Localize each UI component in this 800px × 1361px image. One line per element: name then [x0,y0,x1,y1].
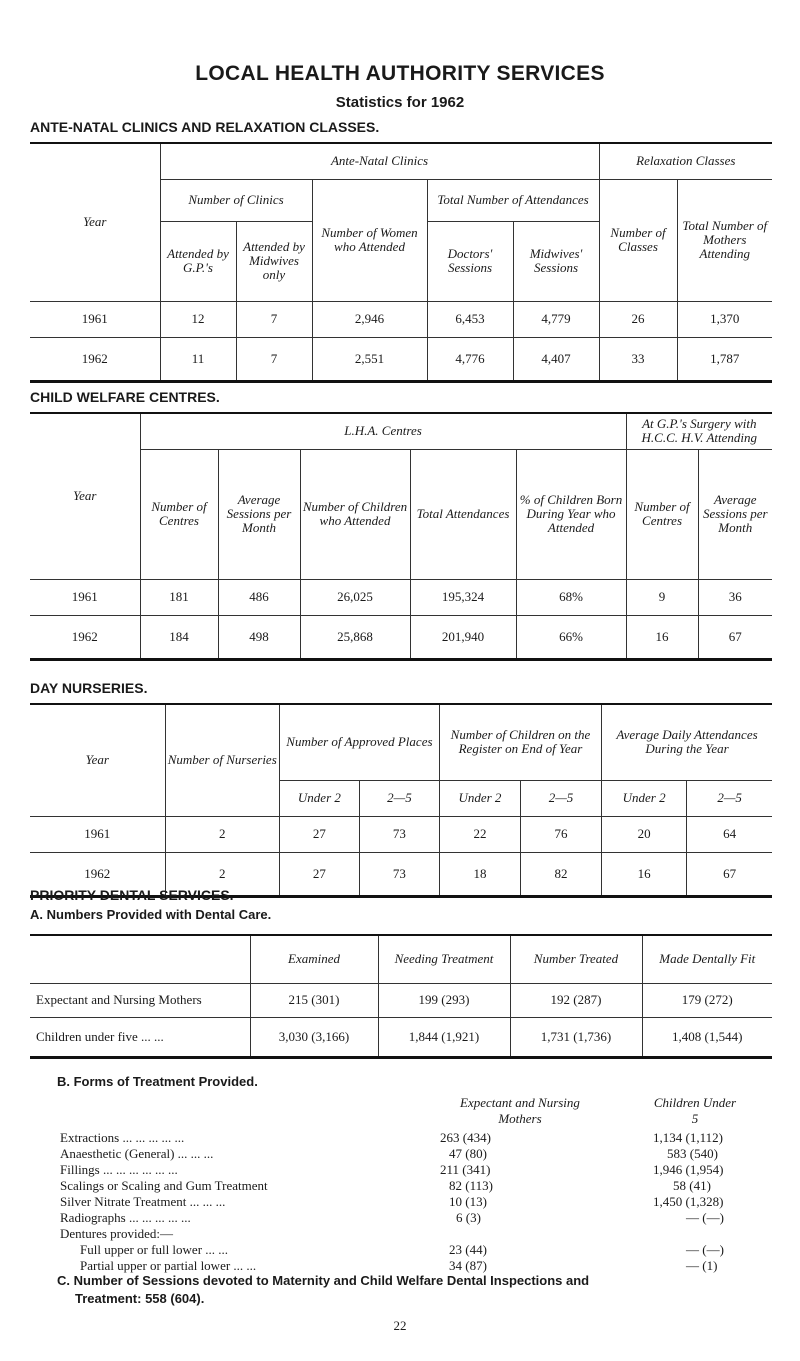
col-gp-centres: Number of Centres [626,449,698,579]
antenatal-section-title: ANTE-NATAL CLINICS AND RELAXATION CLASSES. [30,119,380,135]
b-col-mothers: Expectant and Nursing Mothers [460,1095,580,1126]
col-gp-sessions: Average Sessions per Month [698,449,772,579]
col-women-attended: Number of Women who Attended [312,179,427,301]
table-row: 1962 11 7 2,551 4,776 4,407 33 1,787 [30,337,772,381]
dental-care-table [30,934,772,1059]
child-welfare-table [30,412,772,661]
table-row: Children under five ... ... 3,030 (3,166) 1,844 (1,921) 1,731 (1,736) 1,408 (1,544) [30,1017,772,1057]
col-examined: Examined [250,935,378,983]
col-total-attendances: Total Attendances [410,449,516,579]
list-item: Partial upper or partial lower ... ... [80,1258,257,1273]
page-number: 22 [393,1318,407,1333]
col-attended-gp: Attended by G.P.'s [160,221,236,301]
col-average-sessions: Average Sessions per Month [218,449,300,579]
dental-subsection-b: B. Forms of Treatment Provided. [57,1074,258,1089]
col-total-mothers: Total Number of Mothers Attending [677,179,772,301]
col-attended-midwives: Attended by Midwives only [236,221,312,301]
table-row: 1961 2 27 73 22 76 20 64 [30,816,772,852]
list-item: Radiographs ... ... ... ... ... [60,1210,191,1225]
sub-under-2: Under 2 [439,780,520,816]
list-item: Anaesthetic (General) ... ... ... [60,1146,214,1161]
group-number-clinics: Number of Clinics [160,179,312,221]
day-nurseries-table [30,703,772,898]
dental-subsection-c: C. Number of Sessions devoted to Maternity and Child Welfare Dental Inspections and [57,1273,590,1288]
col-number-treated: Number Treated [510,935,642,983]
list-item: Scalings or Scaling and Gum Treatment [60,1178,268,1193]
sub-2-to-5: 2—5 [520,780,601,816]
col-number-nurseries: Number of Nurseries [165,704,279,816]
list-item: Full upper or full lower ... ... [80,1242,229,1257]
col-year: Year [30,704,165,816]
page-title: LOCAL HEALTH AUTHORITY SERVICES [195,62,605,85]
b-col-children: Children Under 5 [653,1095,737,1126]
list-item: Extractions ... ... ... ... ... [60,1130,185,1145]
col-year: Year [30,413,140,579]
treatment-forms-list: Extractions ... ... ... ... ... 263 (434) 1,134 (1,112) Anaesthetic (General) ... ... ... 47 (80) 583 (540) Fillings ... ... ... ... ... ... 211 (341) 1,946 (1,954) Scalings or Scaling and Gum Treatment 82 (113) 58 (41) Silver Nitrate Treatment ... ... ... 10 (13) 1,450 (1,328) Radiographs ... ... ... ... ... 6 (3) — (—) Dentures provided:— Full upper or full lower ... ... 23 (44) — (—) Partial upper or partial lower ... ... 34 (87) — (1) [60,1130,724,1273]
group-gp-surgery: At G.P.'s Surgery with H.C.C. H.V. Attending [626,413,772,449]
table-row: Expectant and Nursing Mothers 215 (301) 199 (293) 192 (287) 179 (272) [30,983,772,1017]
dental-section-title: PRIORITY DENTAL SERVICES. [30,887,234,903]
sub-under-2: Under 2 [602,780,687,816]
col-needing-treatment: Needing Treatment [378,935,510,983]
list-item: Silver Nitrate Treatment ... ... ... [60,1194,226,1209]
group-lha-centres: L.H.A. Centres [140,413,626,449]
table-row: 1962 184 498 25,868 201,940 66% 16 67 [30,615,772,659]
col-midwives-sessions: Midwives' Sessions [513,221,599,301]
col-doctors-sessions: Doctors' Sessions [427,221,513,301]
col-percent-children: % of Children Born During Year who Attended [516,449,626,579]
col-made-fit: Made Dentally Fit [642,935,772,983]
page-subtitle: Statistics for 1962 [335,94,465,111]
group-average-attendances: Average Daily Attendances During the Year [602,704,772,780]
table-row: 1961 12 7 2,946 6,453 4,779 26 1,370 [30,301,772,337]
group-total-attendances: Total Number of Attendances [427,179,599,221]
group-children-register: Number of Children on the Register on End of Year [439,704,601,780]
list-item: Fillings ... ... ... ... ... ... [60,1162,178,1177]
col-number-centres: Number of Centres [140,449,218,579]
sub-2-to-5: 2—5 [359,780,439,816]
dental-subsection-a: A. Numbers Provided with Dental Care. [30,907,272,922]
sub-2-to-5: 2—5 [687,780,772,816]
group-relaxation-classes: Relaxation Classes [599,143,772,179]
sub-under-2: Under 2 [279,780,359,816]
table-row: 1962 2 27 73 18 82 16 67 [30,852,772,896]
list-item: Dentures provided:— [60,1226,174,1241]
child-welfare-section-title: CHILD WELFARE CENTRES. [30,389,220,405]
col-children-attended: Number of Children who Attended [300,449,410,579]
group-antenatal-clinics: Ante-Natal Clinics [160,143,599,179]
table-row: 1961 181 486 26,025 195,324 68% 9 36 [30,579,772,615]
antenatal-table [30,142,772,383]
col-number-classes: Number of Classes [599,179,677,301]
dental-subsection-c-cont: Treatment: 558 (604). [75,1291,205,1306]
col-year: Year [30,143,160,301]
day-nurseries-section-title: DAY NURSERIES. [30,680,148,696]
group-approved-places: Number of Approved Places [279,704,439,780]
